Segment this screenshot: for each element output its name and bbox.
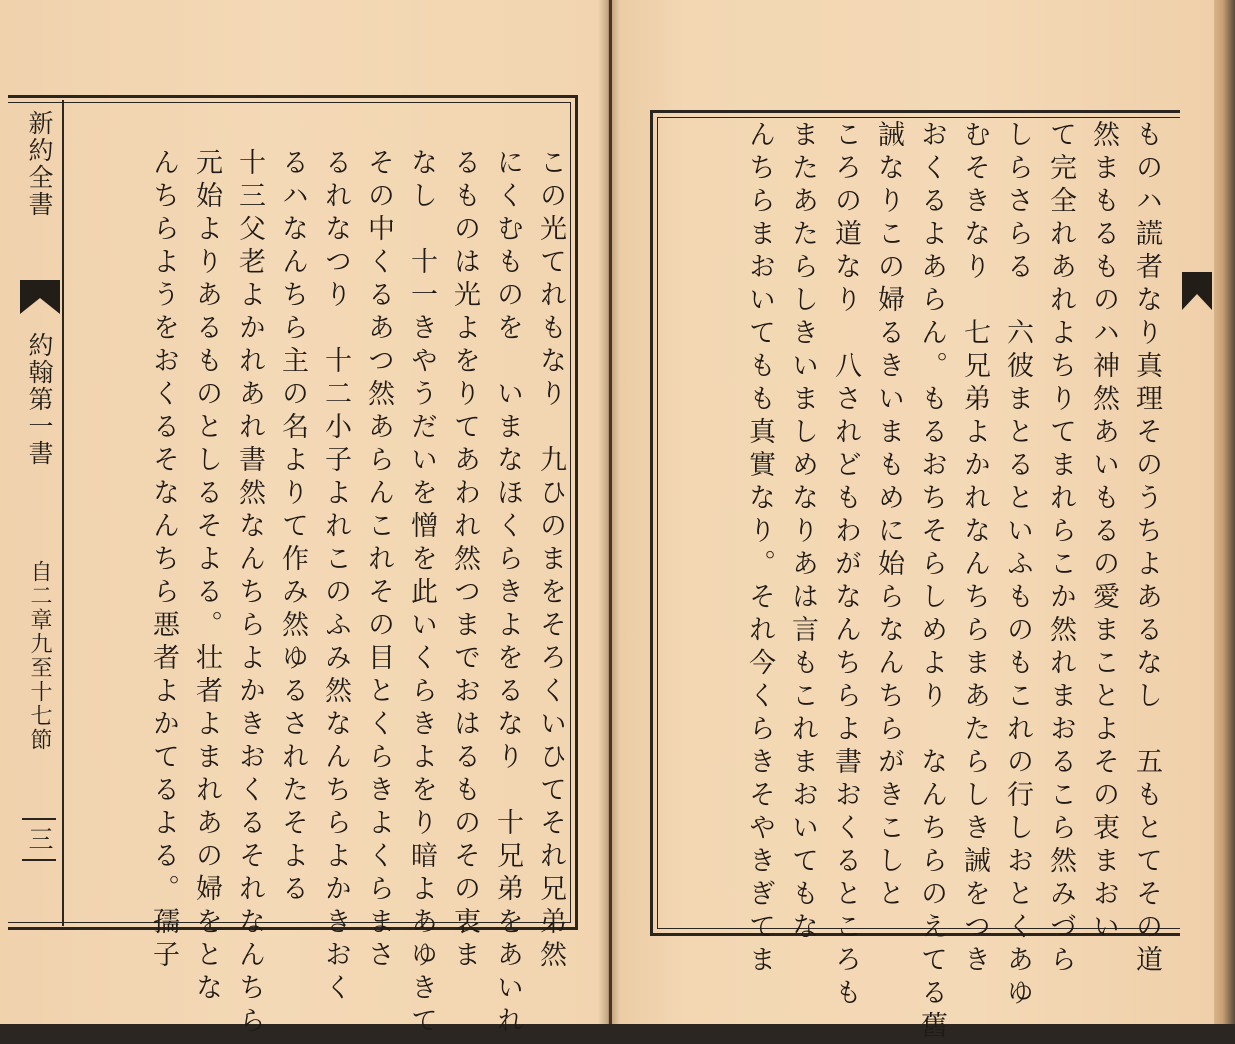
text-column: るものは光よをりてあわれ然つまでおはるものその衷ま — [449, 148, 480, 973]
left-page-text — [72, 148, 572, 1039]
text-column: るれなつり 十二小子よれこのふみ然なんちらよかきおく — [320, 148, 351, 1006]
text-column: しらさらる 六彼まとるといふものもこれの行しおとくあゆ — [1002, 120, 1033, 1011]
text-column: にくむものを いまなほくらきよをるなり 十兄弟をあいれ — [492, 148, 523, 1039]
margin-chapter-range: 自二章九至十七節 — [27, 560, 52, 752]
text-column: なし 十一きやうだいを憎を此いくらきよをり暗よあゆきて — [406, 148, 437, 1039]
text-column: おくるよあらん。もるおちそらしめより なんちらのえてる舊 — [916, 120, 947, 1044]
right-margin-strip — [1176, 112, 1212, 932]
text-column: その中くるあつ然あらんこれその目とくらきよくらまさ — [363, 148, 394, 973]
page-edge — [1214, 0, 1235, 1024]
fishtail-mark-right-icon — [1180, 270, 1214, 314]
text-column: またあたらしきいましめなりあは言もこれまおいてもな — [787, 120, 818, 945]
text-column: ころの道なり 八されどもわがなんちらよ書おくるところも — [830, 120, 861, 1011]
margin-book-name: 約翰第一書 — [25, 332, 54, 467]
text-column: 元始よりあるものとしるそよる。壮者よまれあの婦をとな — [191, 148, 222, 1006]
text-column: んちらまおいてもも真實なり。それ今くらきそやきぎてま — [744, 120, 775, 978]
right-page-text — [663, 120, 1168, 1044]
text-column: るハなんちら主の名よりて作み然ゆるされたそよる — [277, 148, 308, 907]
text-column: 然まもるものハ神然あいもるの愛まことよその衷まおい — [1088, 120, 1119, 945]
margin-page-number: 三 — [22, 818, 56, 861]
left-margin-column — [14, 100, 64, 926]
text-column: ものハ謊者なり真理そのうちよあるなし 五もとてその道 — [1131, 120, 1162, 978]
margin-title: 新約全書 — [25, 110, 54, 218]
book-gutter — [598, 0, 620, 1024]
text-column: んちらようをおくるそなんちら悪者よかてるよる。孺子 — [148, 148, 179, 973]
text-column: 十三父老よかれあれ書然なんちらよかきおくるそれなんちら — [234, 148, 265, 1039]
text-column: 誡なりこの婦るきいまもめに始らなんちらがきこしと — [873, 120, 904, 912]
text-column: むそきなり 七兄弟よかれなんちらまあたらしき誡をつき — [959, 120, 990, 978]
text-column: て完全れあれよちりてまれらこか然れまおるこら然みづら — [1045, 120, 1076, 978]
text-column: この光てれもなり 九ひのまをそろくいひてそれ兄弟然 — [535, 148, 566, 973]
fishtail-mark-icon — [18, 278, 62, 318]
